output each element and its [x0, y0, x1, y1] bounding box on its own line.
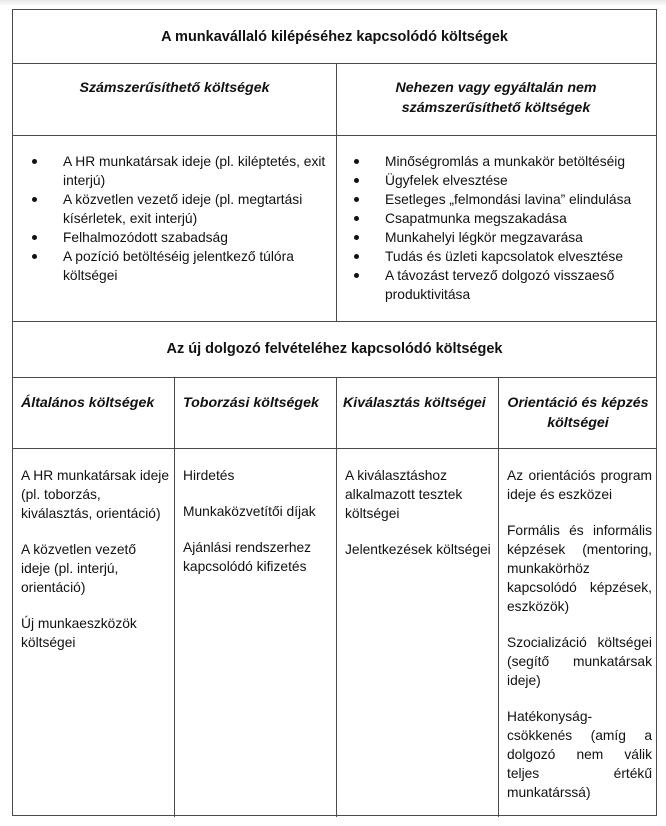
list-item: Ügyfelek elvesztése	[343, 171, 653, 190]
row-divider	[13, 135, 656, 136]
list-item: Csapatmunka megszakadása	[343, 209, 653, 228]
list-item: A pozíció betöltéséig jelentkező túlóra költségei	[21, 247, 331, 285]
bullet-icon	[354, 235, 359, 240]
row-divider	[13, 448, 656, 449]
bullet-icon	[32, 235, 37, 240]
heading-general-costs: Általános költségek	[21, 395, 155, 411]
list-item: Munkahelyi légkör megzavarása	[343, 228, 653, 247]
list-item: A távozást tervező dolgozó visszaeső produktivitása	[343, 266, 653, 304]
column-divider	[174, 377, 175, 817]
list-item: Ajánlási rendszerhez kapcsolódó kifizetés	[183, 540, 312, 574]
bullet-icon	[32, 254, 37, 259]
section-title-hiring-costs: Az új dolgozó felvételéhez kapcsolódó költségek	[166, 341, 503, 357]
list-item: Felhalmozódott szabadság	[21, 228, 331, 247]
list-item: A kiválasztáshoz alkalmazott tesztek költségei	[345, 468, 463, 521]
list-item: A HR munkatársak ideje (pl. kiléptetés, exit interjú)	[21, 152, 331, 190]
list-item: Hatékonyság-csökkenés (amíg a dolgozó nem válik teljes értékű munkatárssá)	[507, 709, 652, 800]
heading-quantifiable-costs: Számszerűsíthető költségek	[79, 80, 270, 96]
list-item: A közvetlen vezető ideje (pl. megtartási kísérletek, exit interjú)	[21, 190, 331, 228]
list-item: Minőségromlás a munkakör betöltéséig	[343, 152, 653, 171]
bullet-icon	[354, 254, 359, 259]
row-divider	[13, 63, 656, 64]
list-item: Formális és informális képzések (mentoring, munkakörhöz kapcsolódó képzések, eszközök)	[507, 523, 652, 614]
bullet-icon	[354, 178, 359, 183]
list-item: Új munkaeszközök költségei	[21, 616, 137, 650]
heading-recruitment-costs: Toborzási költségek	[183, 395, 319, 411]
cost-table	[12, 9, 657, 816]
bullet-icon	[32, 159, 37, 164]
bullet-icon	[354, 197, 359, 202]
column-divider	[336, 377, 337, 817]
bullet-icon	[354, 273, 359, 278]
recruitment-costs-list	[183, 466, 333, 593]
heading-non-quantifiable-costs: Nehezen vagy egyáltalán nem számszerűsíthető költségek	[395, 80, 597, 116]
bullet-icon	[354, 159, 359, 164]
list-item: A HR munkatársak ideje (pl. toborzás, kiválasztás, orientáció)	[21, 468, 169, 521]
row-divider	[13, 377, 656, 378]
bullet-icon	[32, 197, 37, 202]
list-item: Jelentkezések költségei	[345, 542, 491, 557]
list-item: Esetleges „felmondási lavina” elindulása	[343, 190, 653, 209]
non-quantifiable-costs-list	[343, 152, 653, 304]
orientation-training-costs-list	[507, 466, 652, 819]
heading-selection-costs: Kiválasztás költségei	[343, 395, 486, 411]
bullet-icon	[354, 216, 359, 221]
list-item: Munkaközvetítői díjak	[183, 504, 316, 519]
list-item: Az orientációs program ideje és eszközei	[507, 468, 652, 502]
list-item: Tudás és üzleti kapcsolatok elvesztése	[343, 247, 653, 266]
section-title-leaving-costs: A munkavállaló kilépéséhez kapcsolódó költségek	[161, 28, 508, 45]
column-divider	[498, 377, 499, 817]
list-item: Szocializáció költségei (segítő munkatársak ideje)	[507, 635, 652, 688]
selection-costs-list	[345, 466, 493, 576]
page-top-shadow	[0, 0, 666, 6]
list-item: A közvetlen vezető ideje (pl. interjú, orientáció)	[21, 542, 137, 595]
quantifiable-costs-list	[21, 152, 331, 285]
general-costs-list	[21, 466, 169, 669]
heading-orientation-training-costs: Orientáció és képzés költségei	[507, 395, 649, 431]
list-item: Hirdetés	[183, 468, 235, 483]
